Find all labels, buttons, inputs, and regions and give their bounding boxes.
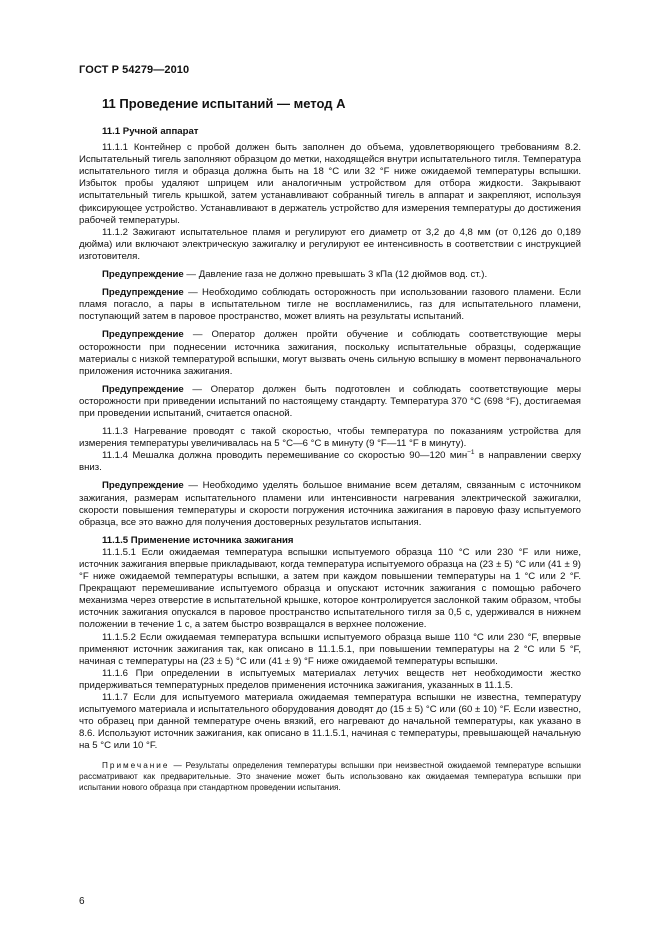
warning-label: Предупреждение bbox=[102, 480, 184, 492]
document-header: ГОСТ Р 54279—2010 bbox=[79, 64, 190, 76]
warning-label: Предупреждение bbox=[102, 269, 184, 281]
paragraph-11-1-2: 11.1.2 Зажигают испытательное пламя и регулируют его диаметр от 3,2 до 4,8 мм (от 0,126 до 0,189 дюйма) или включают электрическую зажигалку и регулируют ее интенсивность в соответствии с инструкцией изготовителя. bbox=[79, 226, 581, 262]
paragraph-11-1-1: 11.1.1 Контейнер с пробой должен быть заполнен до объема, удовлетворяющего требованиям 8.2. Испытательный тигель заполняют образцом до метки, находящейся внутри испытательного тигля. Температура испытательного тигля и образца должна быть на 18 °С или 32 °F ниже ожидаемой температуры вспышки. Избыток пробы удаляют шприцем или аналогичным устройством для отбора жидкости. Закрывают испытательный тигель крышкой, затем устанавливают собранный тигель в аппарат и закрепляют, используя фиксирующее устройство. Устанавливают в держатель устройство для измерения температуры до достижения рабочей температуры. bbox=[79, 142, 581, 226]
warning-paragraph bbox=[79, 384, 581, 420]
note-paragraph bbox=[79, 760, 581, 793]
warning-paragraph bbox=[79, 269, 581, 281]
paragraph-11-1-5-2: 11.1.5.2 Если ожидаемая температура вспышки испытуемого образца выше 110 °С или 230 °F, впервые применяют источник зажигания так, как описано в 11.1.5.1, при повышении температуры на 2 °С или 5 °F, начиная с температуры на (23 ± 5) °С или (41 ± 9) °F ниже ожидаемой температуры вспышки. bbox=[79, 631, 581, 667]
warning-paragraph bbox=[79, 329, 581, 377]
warning-text: — Оператор должен быть подготовлен и соблюдать соответствующие меры осторожности при приведении испытаний по настоящему стандарту. Температура 370 °С (698 °F), достигаемая при проведении испытаний, считается опасной. bbox=[79, 383, 581, 419]
section-title: 11 Проведение испытаний — метод A bbox=[102, 96, 346, 111]
warning-label: Предупреждение bbox=[102, 329, 184, 341]
warning-text: — Необходимо соблюдать осторожность при использовании газового пламени. Если пламя погасло, а пары в испытательном тигле не воспламенились, газ для испытательного пламени, поступающий затем в паровое пространство, может влиять на результаты испытаний. bbox=[79, 287, 581, 323]
warning-label: Предупреждение bbox=[102, 383, 184, 395]
paragraph-11-1-3: 11.1.3 Нагревание проводят с такой скоростью, чтобы температура по показаниям устройства для измерения температуры увеличивалась на 5 °С—6 °С в минуту (9 °F—11 °F в минуту). bbox=[79, 426, 581, 450]
document-body bbox=[79, 126, 581, 793]
warning-text: — Оператор должен пройти обучение и соблюдать соответствующие меры осторожности при поднесении источника зажигания, поскольку испытательные образцы, содержащие материалы с низкой температурой вспышки, могут вызвать очень сильную вспышку в момент первоначального приложения источника зажигания. bbox=[79, 329, 581, 377]
warning-label: Предупреждение bbox=[102, 287, 184, 299]
paragraph-11-1-7: 11.1.7 Если для испытуемого материала ожидаемая температура вспышки не известна, температуру испытуемого материала и испытательного оборудования доводят до (15 ± 5) °С или (60 ± 10) °F. Если известно, что образец при данной температуре очень вязкий, его нагревают до начальной температуры, как указано в 8.6. Используют источник зажигания, как описано в 11.1.5.1, начиная с температуры, превышающей начальную на 5 °С или 10 °F. bbox=[79, 692, 581, 752]
paragraph-11-1-5-1: 11.1.5.1 Если ожидаемая температура вспышки испытуемого образца 110 °С или 230 °F или ниже, источник зажигания впервые прикладывают, когда температура испытуемого образца на (23 ± 5) °С или (41 ± 9) °F ниже ожидаемой температуры вспышки, а затем при каждом повышении температуры на 1 °С или 2 °F. Прекращают перемешивание испытуемого образца и опускают источник зажигания с помощью рабочего механизма через отверстие в испытательной крышке, которое контролируется заслонкой таким образом, чтобы источник зажигания опускался в паровое пространство испытательного тигля за 0,5 с, удерживался в нижнем положении в течение 1 с, а затем быстро возвращался в верхнее положение. bbox=[79, 546, 581, 631]
warning-paragraph bbox=[79, 287, 581, 323]
warning-text: — Давление газа не должно превышать 3 кПа (12 дюймов вод. ст.). bbox=[183, 269, 488, 281]
note-text: — Результаты определения температуры вспышки при неизвестной ожидаемой температуре вспышки рассматривают как предварительные. Это значение может быть использовано как ожидаемая температура вспышки при испытании нового образца при стандартном проведении испытания. bbox=[79, 760, 581, 792]
p-11-1-4-text: 11.1.4 Мешалка должна проводить перемешивание со скоростью 90—120 мин bbox=[102, 450, 468, 462]
note-label: Примечание bbox=[102, 760, 170, 770]
subsection-title: 11.1 Ручной аппарат bbox=[102, 126, 199, 137]
subsection-title: 11.1.5 Применение источника зажигания bbox=[102, 534, 294, 546]
page-number: 6 bbox=[79, 896, 85, 907]
warning-paragraph bbox=[79, 480, 581, 528]
warning-text: — Необходимо уделять большое внимание всем деталям, связанным с источником зажигания, размерам испытательного пламени или интенсивности нагревания электрической зажигалки, скорости повышения температуры и скорости погружения источника зажигания в паровую фазу испытуемого образца, все это важно для получения достоверных результатов испытания. bbox=[79, 480, 581, 528]
p-11-1-4-sup: −1 bbox=[467, 449, 475, 457]
p-11-1-4-tail: в направлении сверху вниз. bbox=[79, 450, 581, 474]
paragraph-11-1-6: 11.1.6 При определении в испытуемых материалах летучих веществ нет необходимости жестко придерживаться температурных пределов применения источника зажигания, указанных в 11.1.5. bbox=[79, 667, 581, 691]
paragraph-11-1-4 bbox=[79, 450, 581, 474]
